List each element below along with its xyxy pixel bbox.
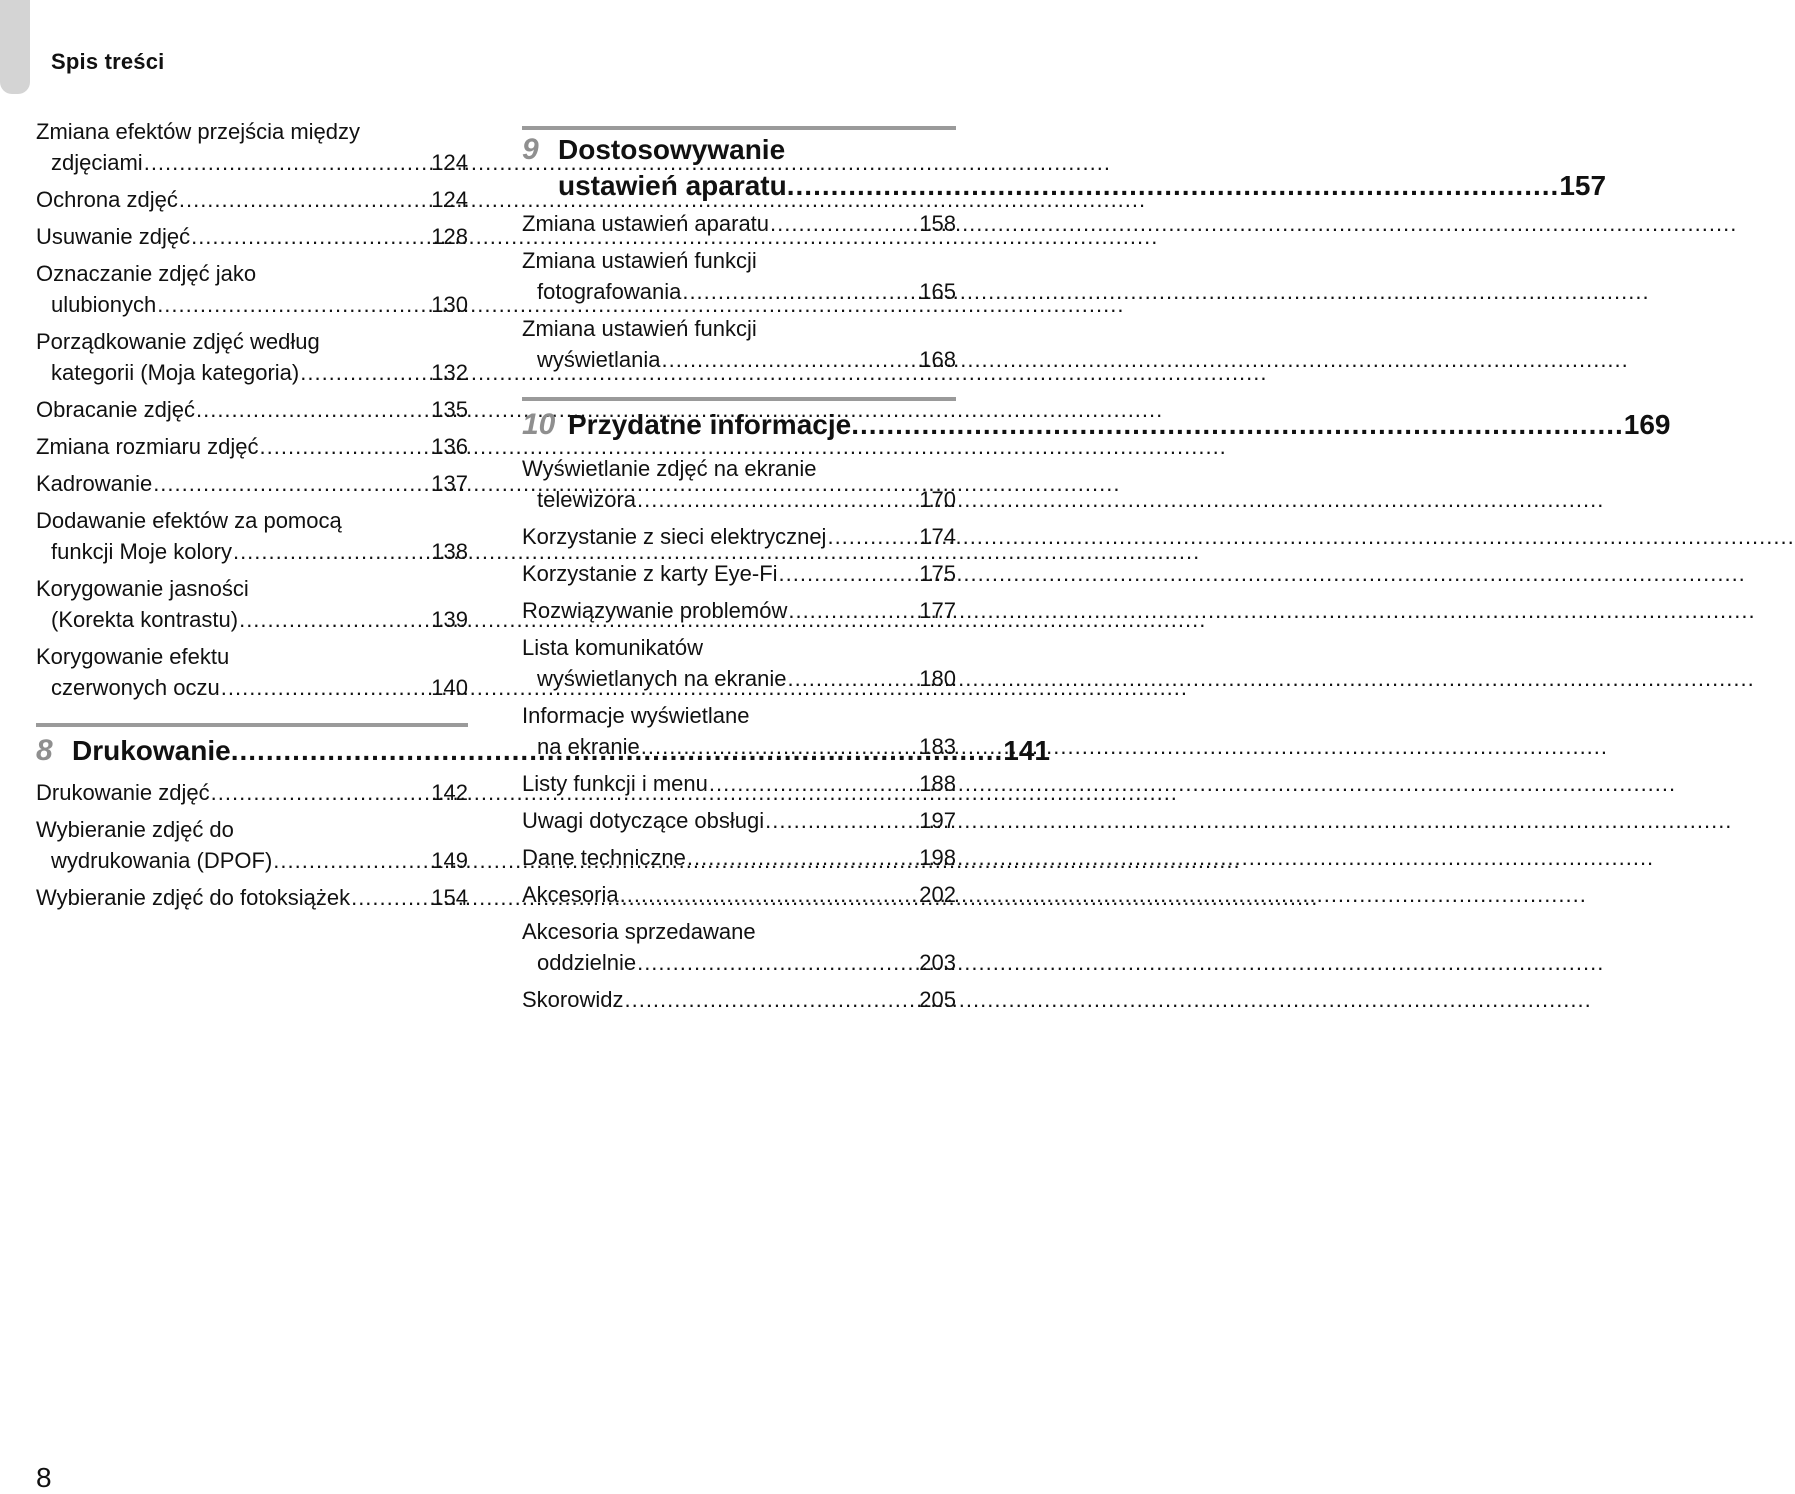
toc-entry-list	[36, 777, 468, 913]
leader-dots	[682, 276, 918, 307]
leader-dots	[787, 663, 918, 694]
leader-dots	[221, 672, 431, 703]
chapter-number: 10	[522, 408, 556, 441]
toc-entry-page: 132	[431, 360, 468, 385]
toc-entry-page: 174	[919, 524, 956, 549]
toc-entry-page: 128	[431, 224, 468, 249]
toc-entry-title: Usuwanie zdjęć	[36, 224, 191, 249]
toc-entry-title: Dane techniczne	[522, 845, 686, 870]
page-number: 8	[36, 1462, 52, 1493]
toc-entry[interactable]	[522, 805, 956, 836]
toc-entry-title: kategorii (Moja kategoria)	[51, 360, 300, 385]
toc-entry[interactable]	[36, 221, 468, 252]
toc-entry-page: 124	[431, 150, 468, 175]
toc-entry-title-line1: Korygowanie jasności	[36, 576, 249, 601]
leader-dots	[637, 947, 918, 978]
toc-entry-title: Listy funkcji i menu	[522, 771, 708, 796]
toc-entry-page: 124	[431, 187, 468, 212]
toc-entry-title-line1: Dodawanie efektów za pomocą	[36, 508, 342, 533]
toc-entry-title: Wybieranie zdjęć do fotoksiążek	[36, 885, 351, 910]
toc-entry-title-line1: Oznaczanie zdjęć jako	[36, 261, 257, 286]
toc-entry-title: wydrukowania (DPOF)	[51, 848, 273, 873]
toc-entry[interactable]	[522, 208, 956, 239]
leader-dots	[787, 168, 1560, 204]
chapter-page: 157	[1559, 170, 1607, 201]
toc-entry[interactable]	[522, 558, 956, 589]
toc-entry[interactable]	[36, 394, 468, 425]
chapter-title-line2: ustawień aparatu	[558, 170, 787, 201]
toc-entry-list	[522, 208, 956, 375]
toc-entry-page: 188	[919, 771, 956, 796]
toc-entry[interactable]	[36, 326, 468, 388]
toc-entry-title: Kadrowanie	[36, 471, 153, 496]
toc-entry-page: 139	[431, 607, 468, 632]
toc-entry-title: Korzystanie z sieci elektrycznej	[522, 524, 827, 549]
leader-dots	[687, 842, 918, 873]
leader-dots	[273, 845, 430, 876]
toc-entry-page: 177	[919, 598, 956, 623]
toc-entry[interactable]	[522, 879, 956, 910]
toc-entry-title: czerwonych oczu	[51, 675, 220, 700]
toc-entry-page: 149	[431, 848, 468, 873]
toc-entry-page: 165	[919, 279, 956, 304]
leader-dots	[620, 879, 919, 910]
leader-dots	[196, 394, 430, 425]
toc-entry-title: Korzystanie z karty Eye-Fi	[522, 561, 778, 586]
page-header-title: Spis treści	[51, 49, 165, 74]
chapter-number: 9	[522, 133, 539, 166]
chapter-title-line1: Dostosowywanie	[558, 134, 786, 165]
leader-dots	[624, 984, 918, 1015]
toc-entry-title: Drukowanie zdjęć	[36, 780, 210, 805]
toc-entry[interactable]	[522, 768, 956, 799]
toc-entry-title-line1: Porządkowanie zdjęć według	[36, 329, 320, 354]
toc-entry-title-line1: Wybieranie zdjęć do	[36, 817, 234, 842]
toc-entry[interactable]	[522, 595, 956, 626]
toc-entry[interactable]	[522, 984, 956, 1015]
toc-entry-title-line1: Lista komunikatów	[522, 635, 703, 660]
toc-entry-page: 140	[431, 675, 468, 700]
toc-entry[interactable]	[36, 505, 468, 567]
toc-entry[interactable]	[36, 468, 468, 499]
toc-entry[interactable]	[522, 453, 956, 515]
leader-dots	[765, 805, 918, 836]
toc-entry-title: Uwagi dotyczące obsługi	[522, 808, 765, 833]
leader-dots	[260, 431, 431, 462]
toc-entry-page: 168	[919, 347, 956, 372]
toc-entry-page: 158	[919, 211, 956, 236]
toc-entry-page: 138	[431, 539, 468, 564]
toc-entry-page: 183	[919, 734, 956, 759]
toc-entry-page: 197	[919, 808, 956, 833]
toc-entry-title: Obracanie zdjęć	[36, 397, 195, 422]
toc-entry-page: 142	[431, 780, 468, 805]
toc-entry-title: ulubionych	[51, 292, 157, 317]
toc-entry[interactable]	[36, 777, 468, 808]
toc-entry-title: Skorowidz	[522, 987, 624, 1012]
toc-entry-title: Zmiana ustawień aparatu	[522, 211, 770, 236]
toc-entry-title: fotografowania	[537, 279, 682, 304]
leader-dots	[709, 768, 918, 799]
chapter-number: 8	[36, 734, 53, 767]
leader-dots	[351, 882, 430, 913]
chapter-page: 169	[1623, 409, 1671, 440]
toc-entry-title-line1: Zmiana efektów przejścia między	[36, 119, 361, 144]
leader-dots	[157, 289, 430, 320]
toc-entry-title: wyświetlania	[537, 347, 661, 372]
toc-entry[interactable]	[36, 184, 468, 215]
toc-entry-title: Rozwiązywanie problemów	[522, 598, 788, 623]
leader-dots	[779, 558, 919, 589]
toc-entry-page: 203	[919, 950, 956, 975]
toc-entry-page: 202	[919, 882, 956, 907]
leader-dots	[300, 357, 430, 388]
toc-entry-title-line1: Korygowanie efektu	[36, 644, 230, 669]
toc-entry-title: Ochrona zdjęć	[36, 187, 178, 212]
toc-entry[interactable]	[522, 632, 956, 694]
leader-dots	[144, 147, 431, 178]
leader-dots	[641, 731, 919, 762]
toc-entry-page: 205	[919, 987, 956, 1012]
toc-entry[interactable]	[36, 258, 468, 320]
leader-dots	[770, 208, 918, 239]
toc-entry-title: Akcesoria	[522, 882, 619, 907]
toc-entry[interactable]	[522, 245, 956, 307]
toc-entry-page: 137	[431, 471, 468, 496]
leader-dots	[851, 407, 1624, 443]
toc-entry[interactable]	[36, 814, 468, 876]
toc-entry[interactable]	[522, 842, 956, 873]
toc-entry-page: 175	[919, 561, 956, 586]
toc-entry[interactable]	[522, 521, 956, 552]
toc-entry-page: 154	[431, 885, 468, 910]
toc-entry-title: funkcji Moje kolory	[51, 539, 232, 564]
leader-dots	[788, 595, 918, 626]
toc-entry-title-line1: Zmiana ustawień funkcji	[522, 248, 757, 273]
chapter-side-tab	[0, 0, 30, 94]
toc-entry-list	[522, 453, 956, 1015]
toc-entry-title-line1: Wyświetlanie zdjęć na ekranie	[522, 456, 817, 481]
leader-dots	[153, 468, 430, 499]
toc-entry-title-line1: Zmiana ustawień funkcji	[522, 316, 757, 341]
chapter-9-heading[interactable]	[522, 126, 1607, 204]
toc-entry-title: zdjęciami	[51, 150, 143, 175]
toc-entry[interactable]	[36, 641, 468, 703]
toc-entry[interactable]	[36, 573, 468, 635]
leader-dots	[211, 777, 431, 808]
leader-dots	[179, 184, 430, 215]
toc-entry-title-line1: Informacje wyświetlane	[522, 703, 750, 728]
toc-entry-title: Zmiana rozmiaru zdjęć	[36, 434, 259, 459]
toc-entry-page: 135	[431, 397, 468, 422]
toc-entry-list	[36, 116, 468, 703]
chapter-page: 141	[1003, 735, 1050, 766]
toc-entry-title: telewizora	[537, 487, 637, 512]
toc-entry[interactable]	[36, 116, 468, 178]
leader-dots	[239, 604, 430, 635]
toc-entry[interactable]	[522, 313, 956, 375]
toc-entry[interactable]	[522, 700, 956, 762]
toc-entry-title: wyświetlanych na ekranie	[537, 666, 787, 691]
toc-entry-page: 198	[919, 845, 956, 870]
leader-dots	[827, 521, 918, 552]
toc-entry-page: 170	[919, 487, 956, 512]
toc-entry-title: na ekranie	[537, 734, 640, 759]
leader-dots	[191, 221, 430, 252]
chapter-title: Drukowanie	[72, 735, 231, 766]
toc-entry-title: (Korekta kontrastu)	[51, 607, 239, 632]
leader-dots	[637, 484, 918, 515]
toc-entry-page: 136	[431, 434, 468, 459]
leader-dots	[233, 536, 430, 567]
leader-dots	[662, 344, 919, 375]
toc-entry-page: 130	[431, 292, 468, 317]
toc-entry[interactable]	[36, 882, 468, 913]
chapter-10-heading[interactable]	[522, 397, 1671, 443]
toc-entry-title-line1: Akcesoria sprzedawane	[522, 919, 756, 944]
toc-entry[interactable]	[522, 916, 956, 978]
toc-entry[interactable]	[36, 431, 468, 462]
toc-entry-page: 180	[919, 666, 956, 691]
toc-entry-title: oddzielnie	[537, 950, 637, 975]
chapter-title: Przydatne informacje	[568, 409, 852, 440]
